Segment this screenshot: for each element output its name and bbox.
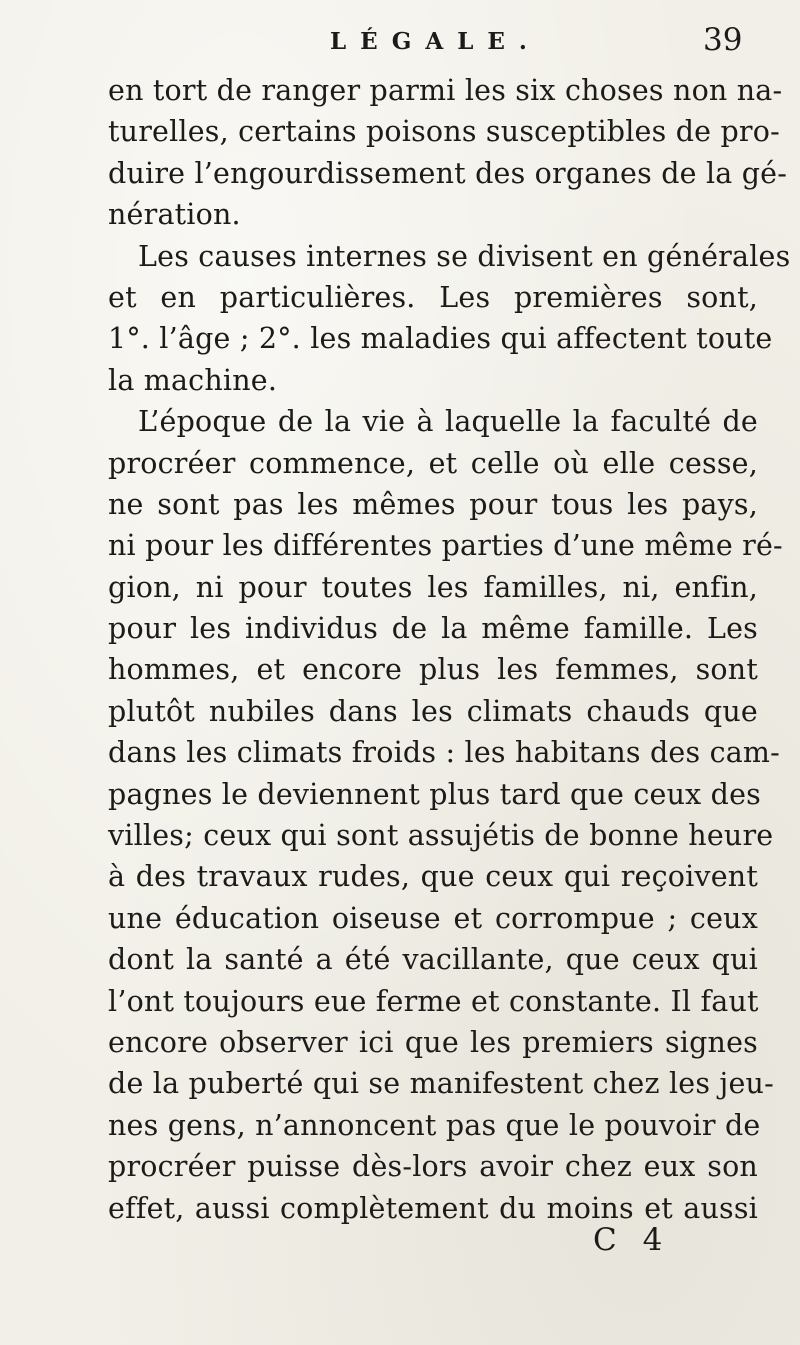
text-line: à des travaux rudes, que ceux qui reçoivent <box>108 860 758 894</box>
text-line: la machine. <box>108 363 278 397</box>
text-line: l’ont toujours eue ferme et constante. Il faut <box>108 984 759 1018</box>
text-line: procréer commence, et celle où elle cesse, <box>108 446 758 480</box>
text-line: et en particulières. Les premières sont, <box>108 280 758 314</box>
text-line: plutôt nubiles dans les climats chauds que <box>108 694 758 728</box>
text-line: pour les individus de la même famille. Les <box>108 612 758 646</box>
text-line: L’époque de la vie à laquelle la faculté de <box>138 405 758 439</box>
paragraph-1 <box>108 70 788 236</box>
text-line: hommes, et encore plus les femmes, sont <box>108 653 758 687</box>
paragraph-3 <box>108 401 783 1229</box>
text-line: gion, ni pour toutes les familles, ni, enfin, <box>108 570 758 604</box>
text-line: effet, aussi complètement du moins et aussi <box>108 1191 758 1225</box>
text-line: 1°. l’âge ; 2°. les maladies qui affectent toute <box>108 322 773 356</box>
text-line: procréer puisse dès-lors avoir chez eux son <box>108 1150 758 1184</box>
running-head: LÉGALE. <box>330 28 541 55</box>
text-line: dont la santé a été vacillante, que ceux qui <box>108 943 758 977</box>
text-line: encore observer ici que les premiers signes <box>108 1025 758 1059</box>
paragraph-2 <box>108 236 791 402</box>
signature-mark: C 4 <box>593 1222 671 1258</box>
text-line: Les causes internes se divisent en générales <box>138 239 791 273</box>
text-line: ne sont pas les mêmes pour tous les pays, <box>108 487 758 521</box>
page-number: 39 <box>703 22 743 58</box>
text-line: ni pour les différentes parties d’une même ré- <box>108 529 783 563</box>
body-text <box>108 70 791 1229</box>
text-line: dans les climats froids : les habitans des cam- <box>108 736 780 770</box>
text-line: en tort de ranger parmi les six choses non na- <box>108 74 783 107</box>
text-line: pagnes le deviennent plus tard que ceux des <box>108 777 762 811</box>
text-line: nes gens, n’annoncent pas que le pouvoir de <box>108 1108 761 1142</box>
text-line: villes; ceux qui sont assujétis de bonne heure <box>108 819 774 853</box>
page-header <box>0 22 800 62</box>
text-line: duire l’engourdissement des organes de la gé- <box>108 156 788 190</box>
text-line: de la puberté qui se manifestent chez les jeu- <box>108 1067 774 1101</box>
text-line: turelles, certains poisons susceptibles de pro- <box>108 115 780 149</box>
text-line: une éducation oiseuse et corrompue ; ceux <box>108 901 758 935</box>
text-line: nération. <box>108 198 241 232</box>
